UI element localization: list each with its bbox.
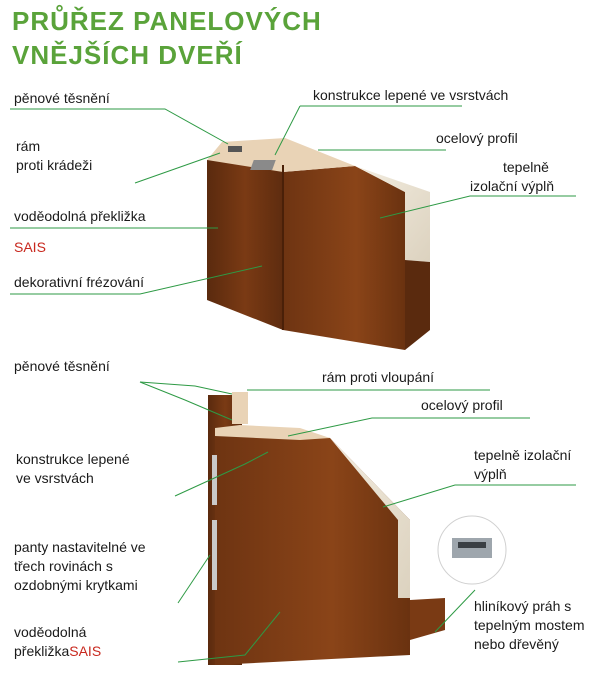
bottom-frame-top xyxy=(232,392,248,424)
label-hinges-line1: panty nastavitelné ve xyxy=(14,539,146,555)
label-hinges-line3: ozdobnými krytkami xyxy=(14,577,138,593)
label-bottom-plywood-line1: voděodolná xyxy=(14,624,87,640)
label-hinges-line2: třech rovinách s xyxy=(14,558,113,574)
label-bottom-construction-line2: ve vsrstvách xyxy=(16,470,94,486)
bottom-panel-face xyxy=(215,432,410,665)
label-bottom-steel-profile: ocelový profil xyxy=(421,397,503,413)
label-bottom-foam-seal: pěnové těsnění xyxy=(14,358,110,374)
label-top-foam-seal: pěnové těsnění xyxy=(14,90,110,106)
top-door-section xyxy=(207,138,430,350)
label-bottom-plywood-line2 xyxy=(14,642,101,661)
hinge-upper xyxy=(212,455,217,505)
label-bottom-frame: rám proti vloupání xyxy=(322,369,435,385)
label-top-frame-line1: rám xyxy=(16,138,41,154)
label-top-insulation-line1: tepelně xyxy=(503,159,549,175)
hinge-lower xyxy=(212,520,217,590)
label-threshold-line2: tepelným mostem xyxy=(474,617,585,633)
top-panel-face xyxy=(283,166,405,350)
top-frame-face xyxy=(207,160,283,330)
label-bottom-sais: SAIS xyxy=(69,643,102,659)
label-top-milling: dekorativní frézování xyxy=(14,274,144,290)
title-line-2: VNĚJŠÍCH DVEŘÍ xyxy=(12,40,243,70)
label-bottom-construction-line1: konstrukce lepené xyxy=(16,451,130,467)
label-threshold-line3: nebo dřevěný xyxy=(474,636,559,652)
top-panel-side xyxy=(405,260,430,350)
label-top-insulation-line2: izolační výplň xyxy=(470,178,555,194)
title-line-1: PRŮŘEZ PANELOVÝCH xyxy=(12,6,322,36)
bottom-door-section xyxy=(208,392,445,665)
threshold-wood xyxy=(410,598,445,640)
top-seal xyxy=(228,146,242,152)
threshold-inset xyxy=(438,516,506,584)
label-bottom-insulation-line2: výplň xyxy=(474,466,507,482)
label-top-plywood: voděodolná překližka xyxy=(14,208,146,224)
label-bottom-plywood-word: překližka xyxy=(14,643,70,659)
label-bottom-insulation-line1: tepelně izolační xyxy=(474,447,572,463)
top-steel-profile xyxy=(250,160,276,170)
label-top-frame-line2: proti krádeži xyxy=(16,157,93,173)
label-top-construction: konstrukce lepené ve vsrstvách xyxy=(313,87,509,103)
label-top-steel-profile: ocelový profil xyxy=(436,130,518,146)
label-threshold-line1: hliníkový práh s xyxy=(474,598,572,614)
label-top-sais: SAIS xyxy=(14,239,46,255)
